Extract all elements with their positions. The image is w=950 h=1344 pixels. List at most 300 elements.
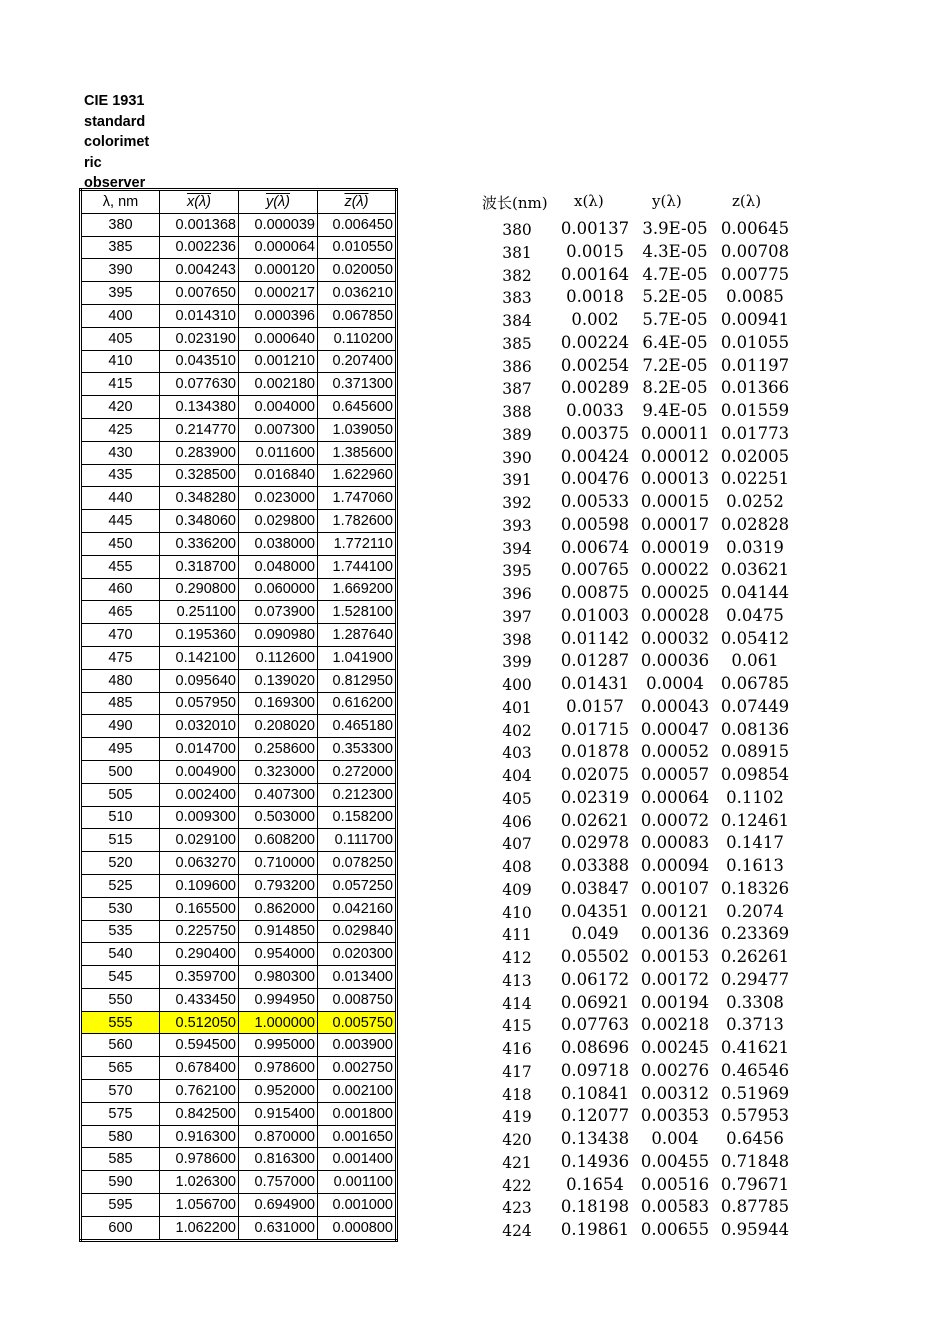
cell-y[interactable]: 0.407300: [239, 783, 318, 806]
cell-wavelength[interactable]: 455: [81, 555, 160, 578]
cell-y[interactable]: 0.323000: [239, 760, 318, 783]
cell-x[interactable]: 0.165500: [160, 897, 239, 920]
right-cell-wavelength: 409: [502, 880, 532, 899]
cell-wavelength[interactable]: 595: [81, 1194, 160, 1217]
cell-z[interactable]: 0.020050: [318, 259, 397, 282]
right-cell-y: 0.00583: [640, 1197, 710, 1217]
right-cell-wavelength: 421: [502, 1153, 532, 1172]
cell-y[interactable]: 0.793200: [239, 874, 318, 897]
cell-y[interactable]: 0.060000: [239, 578, 318, 601]
cell-x[interactable]: 0.004900: [160, 760, 239, 783]
cell-z[interactable]: 0.001400: [318, 1148, 397, 1171]
right-cell-x: 0.08696: [560, 1038, 630, 1057]
right-cell-x: 0.02075: [560, 765, 630, 784]
cell-y[interactable]: 0.816300: [239, 1148, 318, 1171]
cell-z[interactable]: 1.772110: [318, 532, 397, 555]
cell-wavelength[interactable]: 410: [81, 350, 160, 373]
cell-y[interactable]: 0.258600: [239, 738, 318, 761]
cell-z[interactable]: 0.036210: [318, 282, 397, 305]
cell-y[interactable]: 0.631000: [239, 1216, 318, 1240]
cell-wavelength[interactable]: 525: [81, 874, 160, 897]
cell-z[interactable]: 1.747060: [318, 487, 397, 510]
right-cell-wavelength: 395: [502, 562, 532, 581]
cell-x[interactable]: 0.359700: [160, 966, 239, 989]
right-cell-x: 0.05502: [560, 947, 630, 966]
cell-x[interactable]: 0.032010: [160, 715, 239, 738]
cell-z[interactable]: 0.001650: [318, 1125, 397, 1148]
cell-x[interactable]: 0.348280: [160, 487, 239, 510]
right-cell-wavelength: 393: [502, 516, 532, 535]
right-cell-x: 0.00533: [560, 492, 630, 511]
right-table-row: [480, 991, 810, 1014]
cell-y[interactable]: 0.048000: [239, 555, 318, 578]
cell-x[interactable]: 0.134380: [160, 396, 239, 419]
right-cell-x: 0.00164: [560, 264, 630, 284]
cell-wavelength[interactable]: 390: [81, 259, 160, 282]
cell-z[interactable]: 0.067850: [318, 304, 397, 327]
cell-y[interactable]: 0.995000: [239, 1034, 318, 1057]
cell-wavelength[interactable]: 430: [81, 441, 160, 464]
cell-x[interactable]: 0.318700: [160, 555, 239, 578]
cell-x[interactable]: 0.842500: [160, 1102, 239, 1125]
cell-wavelength[interactable]: 590: [81, 1171, 160, 1194]
cell-y[interactable]: 0.000640: [239, 327, 318, 350]
cell-z[interactable]: 0.465180: [318, 715, 397, 738]
right-cell-y: 0.0004: [646, 674, 704, 693]
cell-z[interactable]: 0.645600: [318, 396, 397, 419]
right-table-row: [480, 399, 810, 422]
right-table-row: [480, 217, 810, 240]
right-header-wavelength: 波长(nm): [482, 194, 548, 212]
cell-z[interactable]: 1.287640: [318, 624, 397, 647]
cell-z[interactable]: 1.041900: [318, 646, 397, 669]
right-cell-z: 0.12461: [720, 810, 790, 830]
cell-wavelength[interactable]: 555: [81, 1011, 160, 1034]
right-table-row: [480, 718, 810, 741]
right-cell-wavelength: 391: [502, 471, 532, 490]
cell-z[interactable]: 0.013400: [318, 966, 397, 989]
cell-x[interactable]: 1.026300: [160, 1171, 239, 1194]
cell-x[interactable]: 0.001368: [160, 213, 239, 236]
right-cell-x: 0.12077: [560, 1106, 630, 1126]
cell-y[interactable]: 0.915400: [239, 1102, 318, 1125]
cell-x[interactable]: 0.009300: [160, 806, 239, 829]
cell-wavelength[interactable]: 585: [81, 1148, 160, 1171]
table-row: [81, 396, 397, 419]
table-row: [81, 669, 397, 692]
right-cell-wavelength: 394: [502, 539, 532, 558]
right-cell-z: 0.0252: [726, 492, 784, 511]
cell-x[interactable]: 0.014310: [160, 304, 239, 327]
cell-wavelength[interactable]: 575: [81, 1102, 160, 1125]
header-z-bar[interactable]: z(λ): [318, 190, 397, 214]
table-row: [81, 373, 397, 396]
cell-y[interactable]: 0.914850: [239, 920, 318, 943]
right-table-row: [480, 354, 810, 377]
table-row: [81, 897, 397, 920]
right-cell-wavelength: 401: [502, 698, 532, 717]
cell-x[interactable]: 0.916300: [160, 1125, 239, 1148]
right-cell-y: 0.00013: [640, 469, 710, 489]
right-cell-wavelength: 416: [502, 1040, 532, 1058]
right-cell-x: 0.02621: [560, 810, 630, 830]
cell-wavelength[interactable]: 545: [81, 966, 160, 989]
cell-wavelength[interactable]: 490: [81, 715, 160, 738]
right-cell-wavelength: 382: [502, 266, 532, 285]
cell-z[interactable]: 0.042160: [318, 897, 397, 920]
cell-z[interactable]: 0.111700: [318, 829, 397, 852]
right-table-row: [480, 877, 810, 900]
cell-x[interactable]: 0.109600: [160, 874, 239, 897]
cell-wavelength[interactable]: 465: [81, 601, 160, 624]
cell-x[interactable]: 0.023190: [160, 327, 239, 350]
cell-z[interactable]: 0.000800: [318, 1216, 397, 1240]
cell-z[interactable]: 1.744100: [318, 555, 397, 578]
cell-y[interactable]: 0.862000: [239, 897, 318, 920]
right-cell-z: 0.09854: [720, 765, 790, 784]
table-row: [81, 327, 397, 350]
cell-y[interactable]: 0.503000: [239, 806, 318, 829]
right-cell-y: 0.00057: [640, 765, 710, 784]
cell-z[interactable]: 0.212300: [318, 783, 397, 806]
cell-wavelength[interactable]: 435: [81, 464, 160, 487]
cell-wavelength[interactable]: 380: [81, 213, 160, 236]
right-table-row: [480, 263, 810, 286]
cell-z[interactable]: 0.272000: [318, 760, 397, 783]
cell-z[interactable]: 0.029840: [318, 920, 397, 943]
right-cell-y: 0.00036: [640, 651, 710, 671]
cell-wavelength[interactable]: 550: [81, 988, 160, 1011]
cell-x[interactable]: 0.043510: [160, 350, 239, 373]
right-cell-z: 0.29477: [720, 969, 790, 989]
cell-y[interactable]: 0.208020: [239, 715, 318, 738]
right-table-row: [480, 1104, 810, 1127]
right-cell-x: 0.00254: [560, 355, 630, 375]
right-table-row: [480, 445, 810, 468]
cell-z[interactable]: 1.622960: [318, 464, 397, 487]
cell-y[interactable]: 0.608200: [239, 829, 318, 852]
right-cell-z: 0.0475: [726, 605, 784, 625]
cell-wavelength[interactable]: 440: [81, 487, 160, 510]
right-data-table: [480, 217, 810, 1241]
right-cell-x: 0.01715: [560, 719, 630, 739]
right-cell-wavelength: 403: [502, 744, 532, 763]
right-cell-y: 0.00655: [640, 1220, 710, 1239]
cell-x[interactable]: 0.002236: [160, 236, 239, 259]
cell-y[interactable]: 0.090980: [239, 624, 318, 647]
cell-x[interactable]: 0.029100: [160, 829, 239, 852]
right-cell-wavelength: 418: [502, 1085, 532, 1104]
right-cell-wavelength: 407: [502, 835, 532, 854]
cell-z[interactable]: 0.812950: [318, 669, 397, 692]
cell-z[interactable]: 0.158200: [318, 806, 397, 829]
header-y-bar[interactable]: y(λ): [239, 190, 318, 214]
right-cell-y: 0.00353: [640, 1106, 710, 1126]
cell-y[interactable]: 0.139020: [239, 669, 318, 692]
cell-x[interactable]: 1.062200: [160, 1216, 239, 1240]
cell-z[interactable]: 1.385600: [318, 441, 397, 464]
cell-x[interactable]: 0.348060: [160, 510, 239, 533]
right-cell-wavelength: 414: [502, 994, 532, 1013]
cell-wavelength[interactable]: 485: [81, 692, 160, 715]
table-row: [81, 966, 397, 989]
cell-wavelength[interactable]: 470: [81, 624, 160, 647]
right-cell-y: 0.00064: [640, 787, 710, 807]
cell-wavelength[interactable]: 600: [81, 1216, 160, 1240]
right-cell-z: 0.26261: [720, 947, 790, 966]
cell-z[interactable]: 0.001100: [318, 1171, 397, 1194]
cell-z[interactable]: 0.010550: [318, 236, 397, 259]
cell-wavelength[interactable]: 480: [81, 669, 160, 692]
cell-y[interactable]: 0.000396: [239, 304, 318, 327]
cell-x[interactable]: 0.007650: [160, 282, 239, 305]
right-cell-z: 0.01055: [720, 332, 790, 352]
right-table-row: [480, 1150, 810, 1173]
right-cell-wavelength: 423: [502, 1199, 532, 1218]
right-cell-y: 0.00121: [640, 901, 710, 921]
right-cell-z: 0.87785: [720, 1197, 790, 1217]
cell-x[interactable]: 0.978600: [160, 1148, 239, 1171]
cell-x[interactable]: 0.290400: [160, 943, 239, 966]
cell-y[interactable]: 0.694900: [239, 1194, 318, 1217]
right-cell-z: 0.02828: [720, 514, 790, 534]
table-row: [81, 304, 397, 327]
cell-y[interactable]: 0.710000: [239, 852, 318, 875]
right-cell-y: 0.00172: [640, 969, 710, 989]
right-cell-x: 0.0033: [566, 401, 624, 420]
right-cell-z: 0.01197: [720, 355, 790, 375]
right-cell-z: 0.0319: [726, 537, 784, 557]
cell-wavelength[interactable]: 505: [81, 783, 160, 806]
right-cell-z: 0.00941: [720, 310, 790, 329]
right-cell-wavelength: 388: [502, 403, 532, 421]
right-cell-wavelength: 383: [502, 289, 532, 308]
cell-y[interactable]: 0.004000: [239, 396, 318, 419]
cell-y[interactable]: 0.011600: [239, 441, 318, 464]
cell-x[interactable]: 0.762100: [160, 1080, 239, 1103]
cell-wavelength[interactable]: 530: [81, 897, 160, 920]
cell-y[interactable]: 0.954000: [239, 943, 318, 966]
cell-z[interactable]: 0.057250: [318, 874, 397, 897]
table-row: [81, 1216, 397, 1240]
cell-wavelength[interactable]: 520: [81, 852, 160, 875]
right-cell-y: 0.00194: [640, 992, 710, 1012]
right-cell-y: 8.2E-05: [642, 378, 708, 398]
right-table-row: [480, 422, 810, 445]
cell-y[interactable]: 0.980300: [239, 966, 318, 989]
right-cell-wavelength: 405: [502, 789, 532, 808]
header-x-bar[interactable]: x(λ): [160, 190, 239, 214]
table-row: [81, 988, 397, 1011]
right-cell-y: 0.00516: [640, 1174, 710, 1194]
cell-x[interactable]: 1.056700: [160, 1194, 239, 1217]
table-row: [81, 555, 397, 578]
cell-wavelength[interactable]: 580: [81, 1125, 160, 1148]
cell-x[interactable]: 0.328500: [160, 464, 239, 487]
table-row: [81, 1057, 397, 1080]
cell-z[interactable]: 0.002100: [318, 1080, 397, 1103]
cell-y[interactable]: 0.038000: [239, 532, 318, 555]
cell-x[interactable]: 0.594500: [160, 1034, 239, 1057]
right-cell-y: 0.00017: [640, 514, 710, 534]
cell-x[interactable]: 0.002400: [160, 783, 239, 806]
right-cell-wavelength: 404: [502, 767, 532, 785]
cell-x[interactable]: 0.077630: [160, 373, 239, 396]
cell-wavelength[interactable]: 565: [81, 1057, 160, 1080]
right-cell-z: 0.00775: [720, 264, 790, 284]
right-cell-x: 0.00765: [560, 560, 630, 580]
cell-x[interactable]: 0.678400: [160, 1057, 239, 1080]
cell-z[interactable]: 0.078250: [318, 852, 397, 875]
cell-wavelength[interactable]: 385: [81, 236, 160, 259]
right-cell-z: 0.1102: [726, 787, 784, 807]
cell-z[interactable]: 0.207400: [318, 350, 397, 373]
right-cell-x: 0.00476: [560, 469, 630, 489]
cell-y[interactable]: 0.000217: [239, 282, 318, 305]
cell-y[interactable]: 0.169300: [239, 692, 318, 715]
right-cell-z: 0.71848: [720, 1151, 790, 1171]
right-cell-wavelength: 408: [502, 858, 532, 876]
right-cell-z: 0.6456: [726, 1129, 784, 1148]
cell-wavelength[interactable]: 510: [81, 806, 160, 829]
right-cell-x: 0.00289: [560, 378, 630, 398]
cell-x[interactable]: 0.512050: [160, 1011, 239, 1034]
cell-x[interactable]: 0.063270: [160, 852, 239, 875]
table-row: [81, 760, 397, 783]
cell-y[interactable]: 0.000064: [239, 236, 318, 259]
table-row: [81, 874, 397, 897]
cell-wavelength[interactable]: 515: [81, 829, 160, 852]
cell-z[interactable]: 0.008750: [318, 988, 397, 1011]
cell-y[interactable]: 0.994950: [239, 988, 318, 1011]
right-cell-z: 0.06785: [720, 674, 790, 693]
right-cell-y: 0.00047: [640, 719, 710, 739]
cell-y[interactable]: 0.007300: [239, 418, 318, 441]
cell-wavelength[interactable]: 460: [81, 578, 160, 601]
cell-y[interactable]: 0.000120: [239, 259, 318, 282]
cell-z[interactable]: 1.039050: [318, 418, 397, 441]
cell-wavelength[interactable]: 420: [81, 396, 160, 419]
cell-z[interactable]: 1.782600: [318, 510, 397, 533]
cell-wavelength[interactable]: 425: [81, 418, 160, 441]
table-row: [81, 806, 397, 829]
cell-wavelength[interactable]: 395: [81, 282, 160, 305]
cell-z[interactable]: 0.001000: [318, 1194, 397, 1217]
cell-x[interactable]: 0.251100: [160, 601, 239, 624]
cell-x[interactable]: 0.095640: [160, 669, 239, 692]
cell-x[interactable]: 0.433450: [160, 988, 239, 1011]
right-cell-z: 0.05412: [720, 628, 790, 648]
cell-y[interactable]: 0.952000: [239, 1080, 318, 1103]
cell-y[interactable]: 1.000000: [239, 1011, 318, 1034]
right-cell-y: 0.00455: [640, 1151, 710, 1171]
cell-y[interactable]: 0.002180: [239, 373, 318, 396]
cell-y[interactable]: 0.001210: [239, 350, 318, 373]
right-cell-y: 0.00011: [640, 423, 710, 443]
cell-y[interactable]: 0.870000: [239, 1125, 318, 1148]
right-cell-wavelength: 397: [502, 607, 532, 626]
header-wavelength[interactable]: λ, nm: [81, 190, 160, 214]
right-cell-y: 7.2E-05: [642, 355, 708, 375]
cell-wavelength[interactable]: 445: [81, 510, 160, 533]
cell-y[interactable]: 0.978600: [239, 1057, 318, 1080]
cell-x[interactable]: 0.195360: [160, 624, 239, 647]
right-cell-z: 0.46546: [720, 1060, 790, 1080]
cell-wavelength[interactable]: 415: [81, 373, 160, 396]
right-cell-x: 0.10841: [560, 1083, 630, 1103]
cell-wavelength[interactable]: 405: [81, 327, 160, 350]
cell-wavelength[interactable]: 400: [81, 304, 160, 327]
cell-wavelength[interactable]: 560: [81, 1034, 160, 1057]
cell-z[interactable]: 0.002750: [318, 1057, 397, 1080]
cell-x[interactable]: 0.214770: [160, 418, 239, 441]
right-cell-x: 0.0015: [566, 241, 624, 261]
cell-wavelength[interactable]: 535: [81, 920, 160, 943]
right-cell-z: 0.0085: [726, 287, 784, 307]
table-row: [81, 646, 397, 669]
cell-x[interactable]: 0.336200: [160, 532, 239, 555]
cell-wavelength[interactable]: 500: [81, 760, 160, 783]
cell-wavelength[interactable]: 450: [81, 532, 160, 555]
cell-wavelength[interactable]: 540: [81, 943, 160, 966]
cell-y[interactable]: 0.757000: [239, 1171, 318, 1194]
cell-z[interactable]: 0.006450: [318, 213, 397, 236]
right-cell-z: 0.95944: [720, 1220, 790, 1239]
right-cell-y: 0.00022: [640, 560, 710, 580]
cell-z[interactable]: 0.003900: [318, 1034, 397, 1057]
right-cell-x: 0.01287: [560, 651, 630, 671]
cell-x[interactable]: 0.057950: [160, 692, 239, 715]
cell-y[interactable]: 0.023000: [239, 487, 318, 510]
cell-z[interactable]: 0.616200: [318, 692, 397, 715]
cell-x[interactable]: 0.014700: [160, 738, 239, 761]
right-cell-wavelength: 402: [502, 721, 532, 740]
cell-x[interactable]: 0.004243: [160, 259, 239, 282]
table-row: [81, 350, 397, 373]
cell-z[interactable]: 0.020300: [318, 943, 397, 966]
cie-observer-table: [79, 188, 398, 1242]
right-cell-z: 0.08915: [720, 742, 790, 762]
table-row: [81, 1171, 397, 1194]
right-table-row: [480, 809, 810, 832]
cell-z[interactable]: 1.669200: [318, 578, 397, 601]
right-cell-x: 0.00137: [560, 219, 630, 238]
cell-wavelength[interactable]: 475: [81, 646, 160, 669]
cell-z[interactable]: 0.371300: [318, 373, 397, 396]
cell-z[interactable]: 1.528100: [318, 601, 397, 624]
cell-z[interactable]: 0.005750: [318, 1011, 397, 1034]
cell-y[interactable]: 0.016840: [239, 464, 318, 487]
title-line: observer: [84, 175, 146, 192]
cell-y[interactable]: 0.073900: [239, 601, 318, 624]
cell-wavelength[interactable]: 495: [81, 738, 160, 761]
cell-wavelength[interactable]: 570: [81, 1080, 160, 1103]
cell-z[interactable]: 0.353300: [318, 738, 397, 761]
cell-y[interactable]: 0.112600: [239, 646, 318, 669]
right-table-row: [480, 536, 810, 559]
cell-x[interactable]: 0.142100: [160, 646, 239, 669]
cell-x[interactable]: 0.283900: [160, 441, 239, 464]
cell-y[interactable]: 0.000039: [239, 213, 318, 236]
cell-x[interactable]: 0.290800: [160, 578, 239, 601]
right-cell-y: 0.004: [651, 1129, 699, 1148]
table-header-row: [81, 190, 397, 214]
right-cell-y: 5.2E-05: [642, 287, 708, 307]
cell-y[interactable]: 0.029800: [239, 510, 318, 533]
cell-x[interactable]: 0.225750: [160, 920, 239, 943]
cell-z[interactable]: 0.001800: [318, 1102, 397, 1125]
cell-z[interactable]: 0.110200: [318, 327, 397, 350]
